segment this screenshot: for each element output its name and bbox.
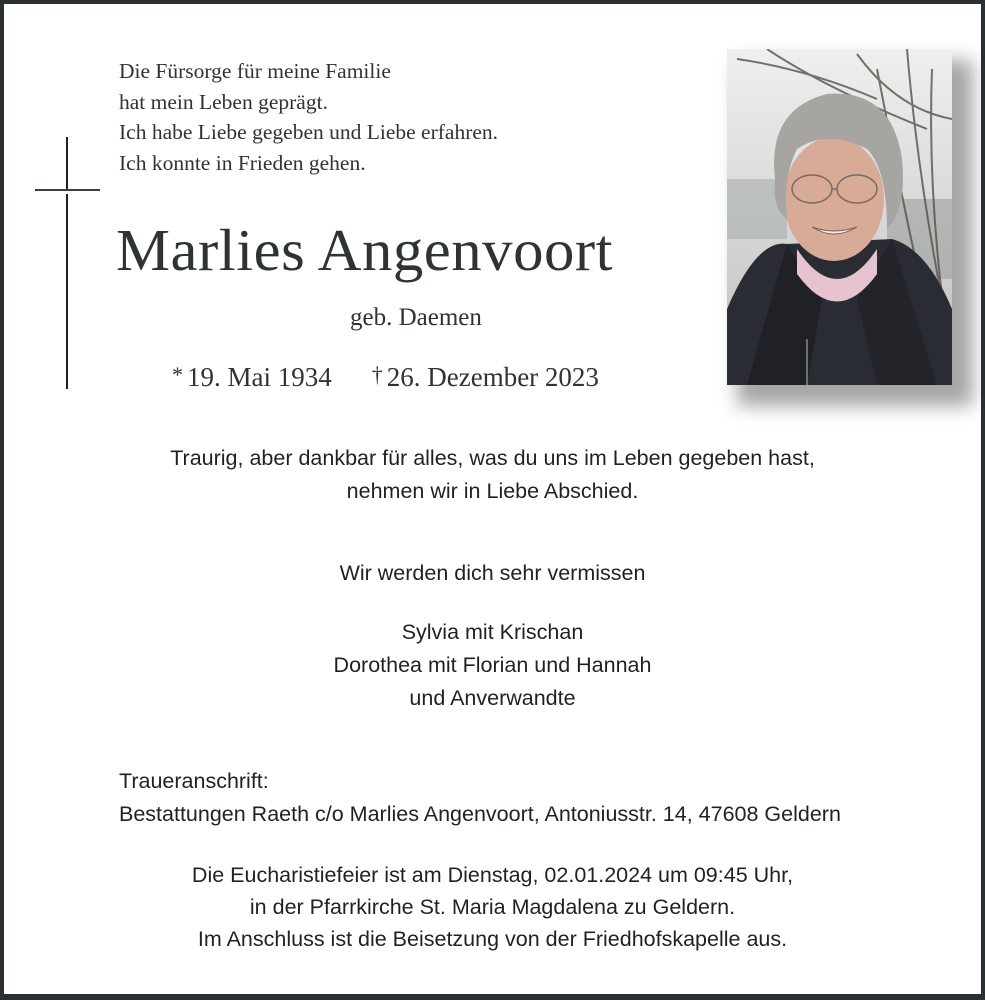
poem-line: Ich konnte in Frieden gehen. (119, 150, 366, 175)
address-label: Traueranschrift: (119, 769, 269, 793)
life-dates (172, 362, 599, 393)
birth-date: 19. Mai 1934 (187, 362, 332, 392)
miss-line: Wir werden dich sehr vermissen (339, 561, 646, 585)
birth-star-icon: * (172, 362, 183, 387)
mourner: Dorothea mit Florian und Hannah (333, 653, 652, 677)
farewell-line: nehmen wir in Liebe Abschied. (346, 479, 639, 503)
birth-name: geb. Daemen (350, 304, 482, 331)
death-cross-icon: † (371, 362, 383, 387)
portrait-photo (727, 49, 952, 385)
mourners-list (4, 616, 981, 715)
poem-line: Die Fürsorge für meine Familie (119, 59, 391, 83)
mourner: und Anverwandte (409, 686, 576, 710)
death-date: 26. Dezember 2023 (386, 362, 599, 392)
service-line: Die Eucharistiefeier ist am Dienstag, 02.01.2024 um 09:45 Uhr, (191, 863, 794, 887)
mourner: Sylvia mit Krischan (401, 620, 584, 644)
mourning-address: Bestattungen Raeth c/o Marlies Angenvoort, Antoniusstr. 14, 47608 Geldern (119, 802, 841, 826)
obituary-notice (4, 4, 981, 994)
service-line: in der Pfarrkirche St. Maria Magdalena zu Geldern. (249, 895, 736, 919)
poem (119, 56, 498, 178)
service-line: Im Anschluss ist die Beisetzung von der Friedhofskapelle aus. (197, 927, 788, 951)
farewell-line: Traurig, aber dankbar für alles, was du uns im Leben gegeben hast, (170, 446, 815, 470)
poem-line: Ich habe Liebe gegeben und Liebe erfahren. (119, 120, 499, 144)
cross-vertical-bar (66, 137, 68, 389)
poem-line: hat mein Leben geprägt. (119, 89, 328, 114)
farewell-text (4, 442, 981, 508)
cross-gap (64, 191, 70, 194)
service-info (4, 859, 981, 955)
portrait-image-icon (727, 49, 952, 385)
deceased-name: Marlies Angenvoort (116, 217, 614, 283)
